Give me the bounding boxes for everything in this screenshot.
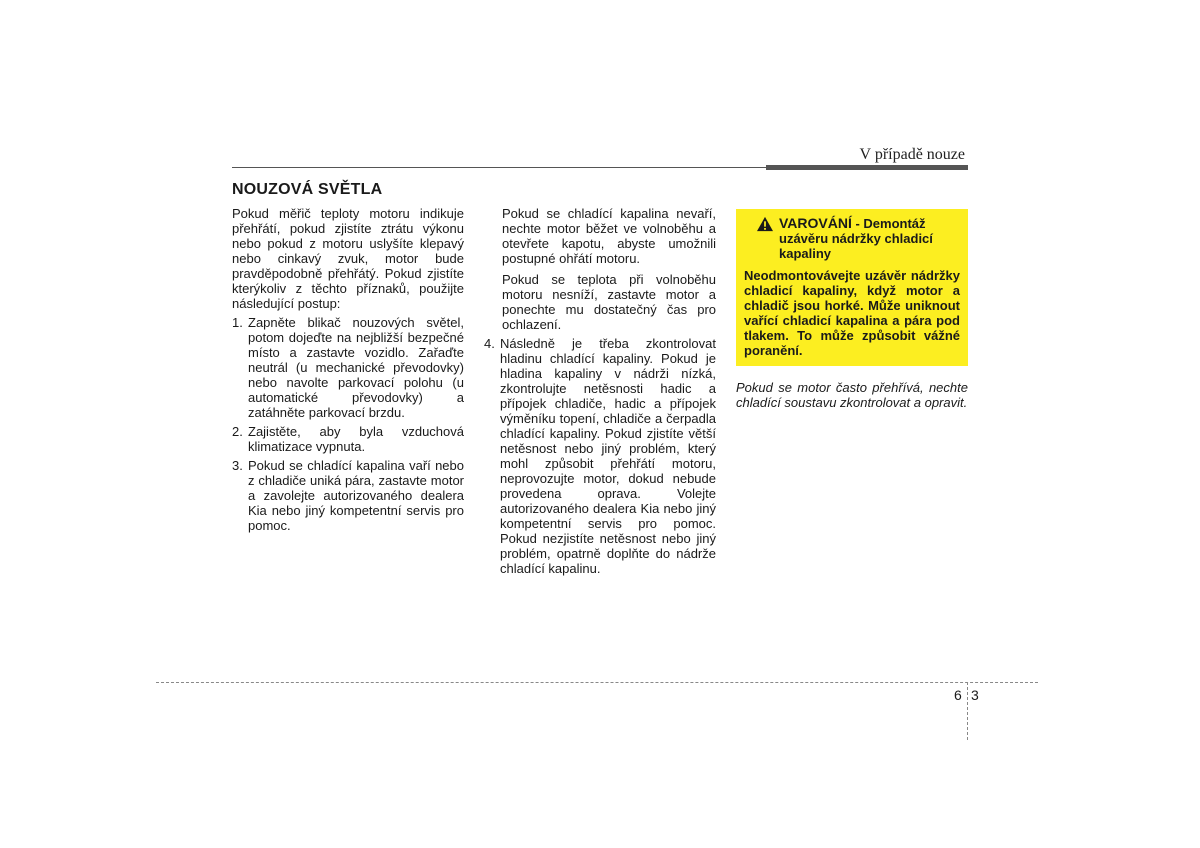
step3-cooling-paragraph: Pokud se teplota při volnoběhu motoru nesníží, zastavte motor a ponechte mu dostatečný čas pro ochlazení. [502, 272, 716, 332]
column-left [232, 182, 464, 533]
page-header-title: V případě nouze [859, 146, 965, 163]
step-text: Následně je třeba zkontrolovat hladinu chladící kapaliny. Pokud je hladina kapaliny v nádrži nízká, zkontrolujte netěsnosti hadic a přípojek chladiče, hadic a přípojek výměníku topení, chladiče a čerpadla chladící kapaliny. Pokud zjistíte větší netěsnost nebo jiný problém, který mohl způsobit přehřátí motoru, neprovozujte motor, dokud nebude provedena oprava. Volejte autorizovaného dealera Kia nebo jiný kompetentní servis pro pomoc. Pokud nezjistíte netěsnost nebo jiný problém, opatrně doplňte do nádrže chladící kapalinu. [500, 336, 716, 576]
warning-title-rest: - Demontáž [851, 216, 926, 231]
header-rule-accent [766, 165, 968, 170]
intro-paragraph: Pokud měřič teploty motoru indikuje přehřátí, pokud zjistíte ztrátu výkonu nebo pokud z motoru uslyšíte klepavý nebo cinkavý zvuk, motor bude pravděpodobně přehřátý. Pokud zjistíte kterýkoliv z těchto příznaků, použijte následující postup: [232, 206, 464, 311]
column-right [736, 209, 968, 410]
step-number: 3. [232, 458, 243, 473]
warning-label: VAROVÁNÍ [779, 215, 852, 231]
step-text: Zapněte blikač nouzových světel, potom dojeďte na nejbližší bezpečné místo a zastavte vozidlo. Zařaďte neutrál (u mechanické převodovky) nebo navolte parkovací polohu (u automatické převodovky) a zatáhněte parkovací brzdu. [248, 315, 464, 420]
warning-title-line3: kapaliny [779, 246, 832, 261]
page-number: 3 [971, 687, 979, 703]
section-title: NOUZOVÁ SVĚTLA [232, 181, 383, 198]
steps-list-continued [484, 336, 716, 576]
step-number: 1. [232, 315, 243, 330]
list-item [484, 336, 716, 576]
warning-title-line2: uzávěru nádržky chladicí [779, 231, 933, 246]
step-text: Pokud se chladící kapalina vaří nebo z chladiče uniká pára, zastavte motor a zavolejte autorizovaného dealera Kia nebo jiný kompetentní servis pro pomoc. [248, 458, 464, 533]
warning-body: Neodmontovávejte uzávěr nádržky chladicí kapaliny, když motor a chladič jsou horké. Může uniknout vařící chladicí kapalina a pára pod tlakem. To může způsobit vážné poranění. [744, 268, 960, 358]
warning-triangle-icon [756, 216, 774, 232]
step-number: 4. [484, 336, 495, 351]
steps-list [232, 315, 464, 533]
list-item [232, 458, 464, 533]
list-item [232, 424, 464, 454]
step3-continuation-paragraph: Pokud se chladící kapalina nevaří, nechte motor běžet ve volnoběhu a otevřete kapotu, abyste umožnili postupné ohřátí motoru. [502, 206, 716, 266]
step-number: 2. [232, 424, 243, 439]
footer-rule [156, 682, 1038, 683]
footer-divider [967, 682, 968, 740]
warning-box [736, 209, 968, 366]
list-item [232, 315, 464, 420]
overheating-note: Pokud se motor často přehřívá, nechte chladící soustavu zkontrolovat a opravit. [736, 380, 968, 410]
step-text: Zajistěte, aby byla vzduchová klimatizace vypnuta. [248, 424, 464, 454]
warning-title [744, 216, 960, 261]
column-middle [484, 206, 716, 576]
chapter-number: 6 [954, 687, 962, 703]
